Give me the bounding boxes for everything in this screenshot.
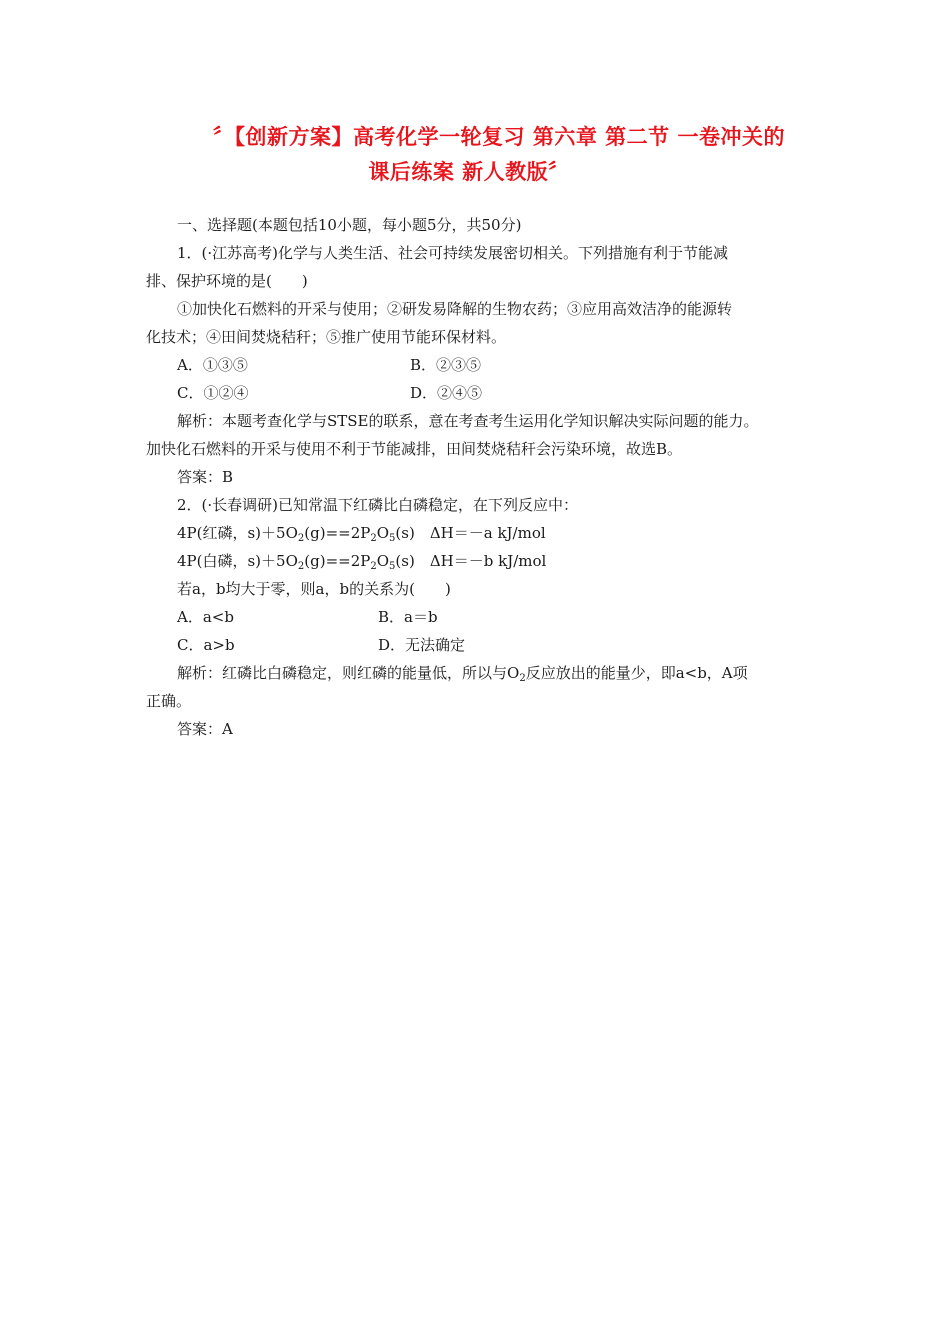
q1-option-d: D．②④⑤ — [410, 384, 483, 402]
q2-stem: 2．(·长春调研)已知常温下红磷比白磷稳定，在下列反应中： — [177, 496, 579, 514]
q1-items-line2: 化技术；④田间焚烧秸秆；⑤推广使用节能环保材料。 — [146, 328, 507, 346]
q1-stem-line1: 1．(·江苏高考)化学与人类生活、社会可持续发展密切相关。下列措施有利于节能减 — [177, 244, 729, 262]
q2-equation-1: 4P(红磷，$s)+5O_2(g)==2P_2O_5(s)$ ΔH＝－a kJ/mol — [177, 524, 546, 544]
q1-option-a: A．①③⑤ — [177, 356, 248, 374]
q1-stem-line2: 排、保护环境的是( ) — [146, 272, 308, 290]
q2-answer: 答案：A — [177, 720, 233, 738]
q2-option-c: C．a>b — [177, 636, 235, 654]
q1-answer: 答案：B — [177, 468, 234, 486]
doc-title-line1: 〞【创新方案】高考化学一轮复习 第六章 第二节 一卷冲关的 — [213, 125, 785, 149]
q1-option-b: B．②③⑤ — [410, 356, 482, 374]
q1-options-row2 — [177, 383, 483, 403]
q2-analysis-line2: 正确。 — [146, 692, 192, 710]
q2-condition: 若a，b均大于零，则a，b的关系为( ) — [177, 580, 451, 598]
q1-option-c: C．①②④ — [177, 384, 249, 402]
section-heading: 一、选择题(本题包括10小题，每小题5分，共50分) — [177, 216, 522, 234]
q1-options-row1 — [177, 355, 482, 375]
q2-option-a: A．a<b — [177, 608, 234, 626]
q2-options-row2 — [177, 635, 466, 655]
doc-title-line2: 课后练案 新人教版〞 — [368, 160, 570, 184]
q2-analysis-line1: 解析：红磷比白磷稳定，则红磷的能量低，所以与$O_2$反应放出的能量少，即a<b，A项 — [177, 664, 748, 684]
q1-analysis-line2: 加快化石燃料的开采与使用不利于节能减排，田间焚烧秸秆会污染环境，故选B。 — [146, 440, 683, 458]
q2-options-row1 — [177, 607, 438, 627]
q2-option-d: D．无法确定 — [378, 636, 466, 654]
q2-option-b: B．a＝b — [378, 608, 438, 626]
q2-equation-2: 4P(白磷，$s)+5O_2(g)==2P_2O_5(s)$ ΔH＝－b kJ/mol — [177, 552, 547, 572]
q1-analysis-line1: 解析：本题考查化学与STSE的联系，意在考查考生运用化学知识解决实际问题的能力。 — [177, 412, 759, 430]
q1-items-line1: ①加快化石燃料的开采与使用；②研发易降解的生物农药；③应用高效洁净的能源转 — [177, 300, 733, 318]
